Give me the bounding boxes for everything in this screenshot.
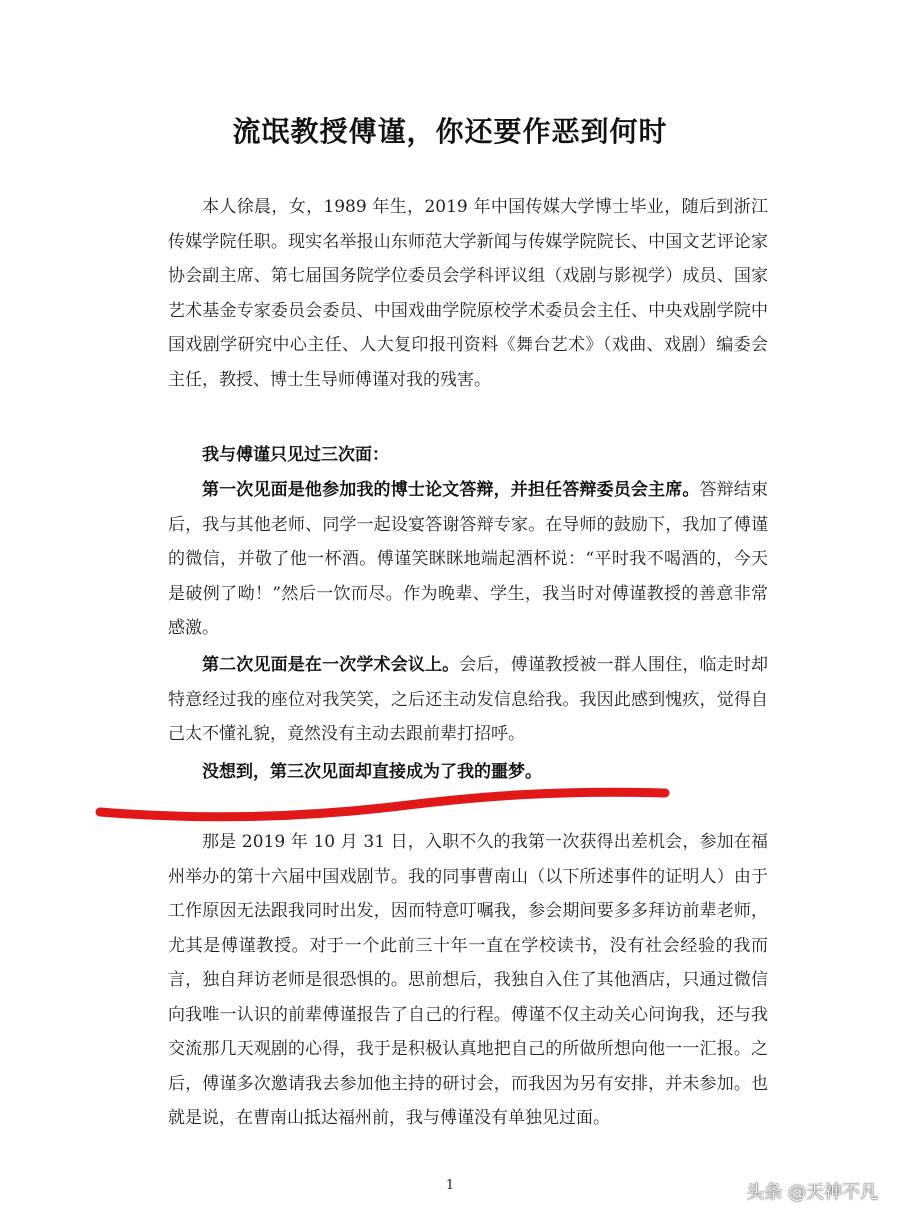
- intro-paragraph: 本人徐晨，女，1989 年生，2019 年中国传媒大学博士毕业，随后到浙江传媒学院任职。现实名举报山东师范大学新闻与传媒学院院长、中国文艺评论家协会副主席、第七届国务院学位委员会学科评议组（戏剧与影视学）成员、国家艺术基金专家委员会委员、中国戏曲学院原校学术委员会主任、中央戏剧学院中国戏剧学研究中心主任、人大复印报刊资料《舞台艺术》（戏曲、戏剧）编委会主任，教授、博士生导师傅谨对我的残害。: [168, 197, 768, 390]
- section-heading: 我与傅谨只见过三次面：: [202, 445, 389, 465]
- watermark: 头条 @天神不凡: [746, 1182, 878, 1203]
- first-meeting-lead: 第一次见面是他参加我的博士论文答辩，并担任答辩委员会主席。: [202, 480, 700, 500]
- first-meeting-body: 答辩结束后，我与其他老师、同学一起设宴答谢答辩专家。在导师的鼓励下，我加了傅谨的微信，并敬了他一杯酒。傅谨笑眯眯地端起酒杯说：“平时我不喝酒的，今天是破例了呦！”然后一饮而尽。作为晚辈、学生，我当时对傅谨教授的善意非常感激。: [168, 480, 768, 638]
- document-title: 流氓教授傅谨，你还要作恶到何时: [232, 115, 668, 148]
- second-meeting-lead: 第二次见面是在一次学术会议上。: [202, 655, 460, 675]
- page-number: 1: [445, 1178, 455, 1193]
- second-meeting-body: 会后，傅谨教授被一群人围住，临走时却特意经过我的座位对我笑笑，之后还主动发信息给我。我因此感到愧疚，觉得自己太不懂礼貌，竟然没有主动去跟前辈打招呼。: [168, 655, 768, 744]
- third-meeting-line: 没想到，第三次见面却直接成为了我的噩梦。: [202, 762, 542, 782]
- story-paragraph: 那是 2019 年 10 月 31 日，入职不久的我第一次获得出差机会，参加在福州举办的第十六届中国戏剧节。我的同事曹南山（以下所述事件的证明人）由于工作原因无法跟我同时出发，因而特意叮嘱我，参会期间要多多拜访前辈老师，尤其是傅谨教授。对于一个此前三十年一直在学校读书，没有社会经验的我而言，独自拜访老师是很恐惧的。思前想后，我独自入住了其他酒店，只通过微信向我唯一认识的前辈傅谨报告了自己的行程。傅谨不仅主动关心问询我，还与我交流那几天观剧的心得，我于是积极认真地把自己的所做所想向他一一汇报。之后，傅谨多次邀请我去参加他主持的研讨会，而我因为另有安排，并未参加。也就是说，在曹南山抵达福州前，我与傅谨没有单独见过面。: [168, 832, 768, 1128]
